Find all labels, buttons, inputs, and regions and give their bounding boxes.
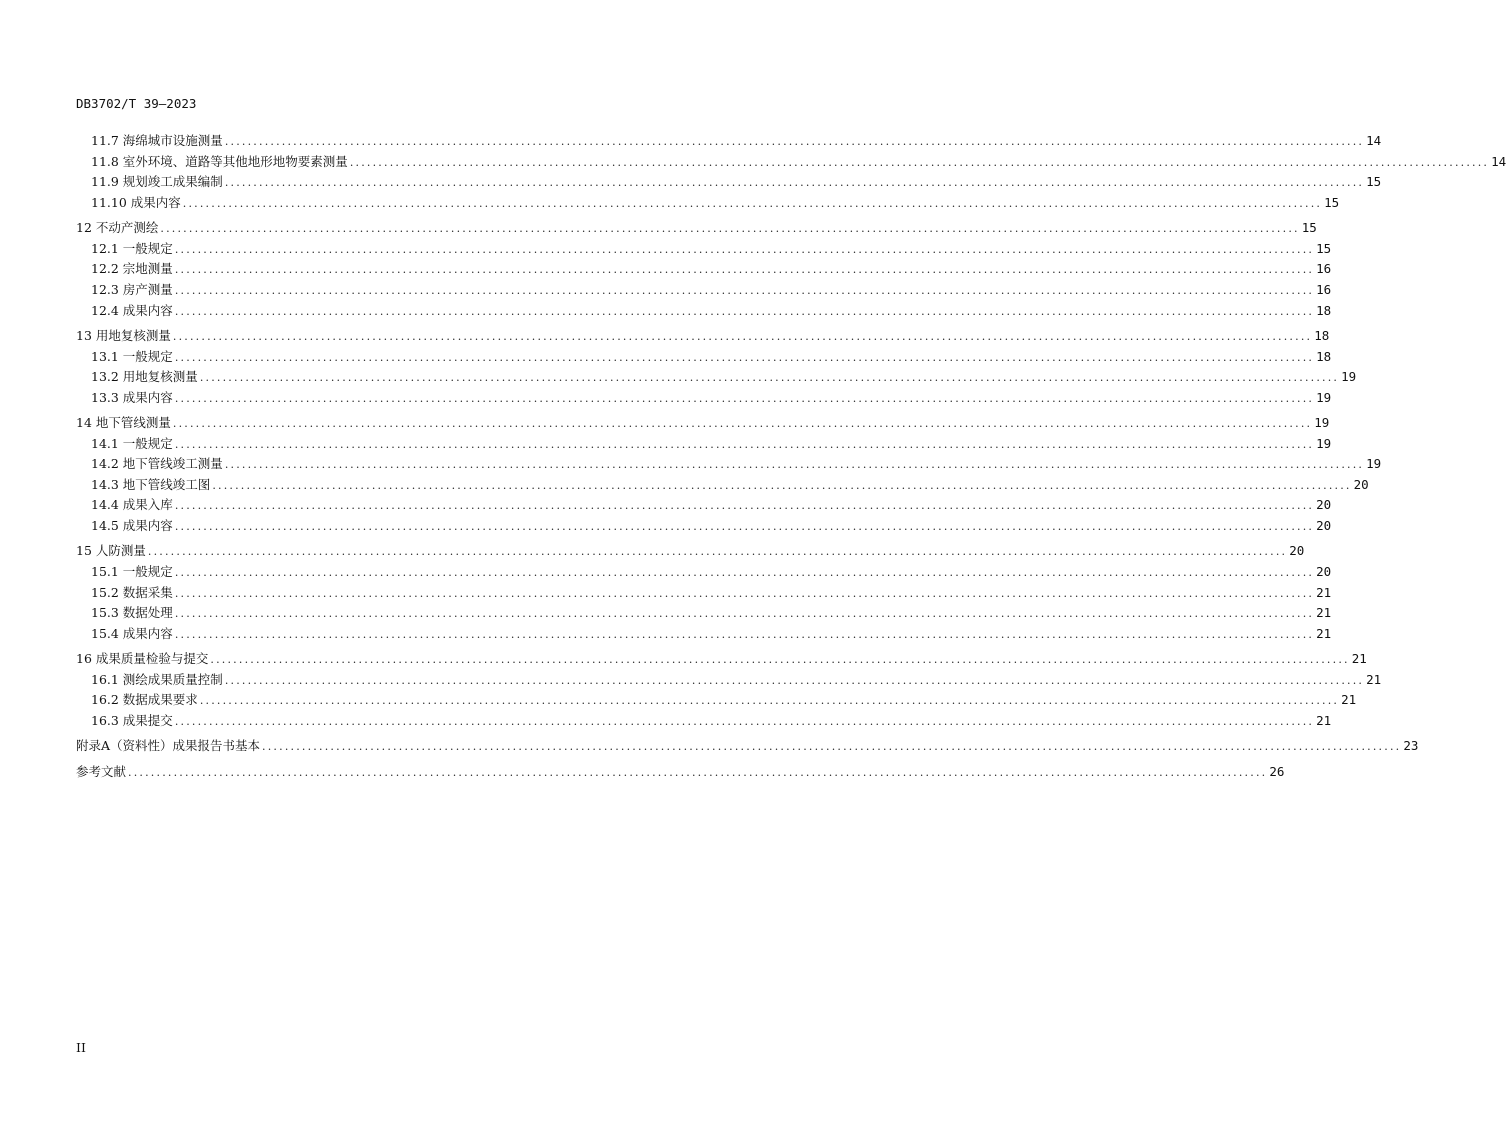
toc-entry-title: 附录A（资料性）成果报告书基本: [76, 738, 261, 754]
toc-entry[interactable]: [76, 475, 1369, 496]
toc-leader-dots: ........................................................................................................................................................................................................: [199, 694, 1340, 708]
toc-entry[interactable]: [76, 413, 1330, 434]
toc-entry[interactable]: [76, 670, 1382, 691]
toc-entry[interactable]: [76, 624, 1332, 645]
toc-entry-page: 21: [1341, 692, 1357, 708]
toc-leader-dots: ........................................................................................................................................................................................................: [174, 499, 1315, 513]
toc-entry-page: 14: [1366, 133, 1382, 148]
toc-leader-dots: ........................................................................................................................................................................................................: [174, 283, 1315, 297]
toc-leader-dots: ........................................................................................................................................................................................................: [199, 371, 1340, 385]
toc-entry-title: 14 地下管线测量: [76, 415, 171, 431]
toc-entry-title: 13 用地复核测量: [76, 327, 171, 343]
toc-entry-page: 19: [1316, 389, 1332, 405]
toc-leader-dots: ........................................................................................................................................................................................................: [182, 196, 1323, 210]
toc-leader-dots: ........................................................................................................................................................................................................: [174, 437, 1315, 451]
toc-entry-page: 19: [1366, 456, 1382, 472]
toc-entry-page: 14: [1491, 153, 1506, 169]
toc-leader-dots: ........................................................................................................................................................................................................: [262, 740, 1402, 754]
toc-entry-title: 13.1 一般规定: [91, 348, 173, 364]
toc-leader-dots: ........................................................................................................................................................................................................: [210, 653, 1350, 667]
toc-entry-title: 15.4 成果内容: [91, 625, 173, 641]
toc-leader-dots: ........................................................................................................................................................................................................: [174, 566, 1315, 580]
toc-leader-dots: ........................................................................................................................................................................................................: [224, 458, 1365, 472]
table-of-contents: [76, 131, 1506, 782]
toc-entry-page: 26: [1269, 763, 1285, 779]
toc-entry[interactable]: [76, 516, 1332, 537]
toc-entry[interactable]: [76, 388, 1332, 409]
toc-entry-title: 11.9 规划竣工成果编制: [91, 174, 223, 190]
toc-entry[interactable]: [76, 562, 1332, 583]
toc-leader-dots: ........................................................................................................................................................................................................: [224, 176, 1365, 190]
toc-leader-dots: ........................................................................................................................................................................................................: [224, 135, 1365, 148]
toc-leader-dots: ........................................................................................................................................................................................................: [174, 304, 1315, 318]
toc-leader-dots: ........................................................................................................................................................................................................: [160, 222, 1300, 236]
toc-entry[interactable]: [76, 583, 1332, 604]
toc-entry-title: 15.2 数据采集: [91, 584, 173, 600]
toc-entry-title: 12.2 宗地测量: [91, 261, 173, 277]
toc-entry-title: 15.3 数据处理: [91, 605, 173, 621]
toc-leader-dots: ........................................................................................................................................................................................................: [174, 607, 1315, 621]
toc-entry[interactable]: [76, 152, 1506, 173]
document-code: DB3702/T 39—2023: [76, 96, 197, 111]
toc-entry-title: 16 成果质量检验与提交: [76, 651, 209, 667]
toc-entry-page: 20: [1316, 497, 1332, 513]
toc-entry-title: 11.10 成果内容: [91, 194, 181, 210]
toc-entry[interactable]: [76, 259, 1332, 280]
toc-entry[interactable]: [76, 326, 1330, 347]
toc-entry-title: 13.2 用地复核测量: [91, 369, 198, 385]
toc-entry-page: 20: [1316, 518, 1332, 534]
toc-entry-title: 15 人防测量: [76, 543, 146, 559]
toc-entry-title: 14.2 地下管线竣工测量: [91, 456, 223, 472]
toc-entry-page: 21: [1366, 671, 1382, 687]
toc-entry[interactable]: [76, 131, 1382, 152]
toc-entry-page: 21: [1316, 605, 1332, 621]
toc-entry-page: 15: [1324, 194, 1340, 210]
toc-entry[interactable]: [76, 172, 1382, 193]
toc-entry-page: 16: [1316, 261, 1332, 277]
toc-entry[interactable]: [76, 347, 1332, 368]
toc-entry[interactable]: [76, 218, 1317, 239]
toc-leader-dots: ........................................................................................................................................................................................................: [172, 329, 1313, 343]
toc-entry-title: 14.5 成果内容: [91, 518, 173, 534]
toc-leader-dots: ........................................................................................................................................................................................................: [174, 627, 1315, 641]
toc-entry-title: 16.3 成果提交: [91, 713, 173, 729]
toc-leader-dots: ........................................................................................................................................................................................................: [224, 673, 1365, 687]
toc-leader-dots: ........................................................................................................................................................................................................: [172, 417, 1313, 431]
toc-entry-title: 14.3 地下管线竣工图: [91, 476, 211, 492]
toc-entry-page: 15: [1301, 220, 1317, 236]
toc-entry-page: 20: [1353, 476, 1369, 492]
toc-entry-title: 14.4 成果入库: [91, 497, 173, 513]
toc-entry-page: 16: [1316, 281, 1332, 297]
toc-entry-page: 19: [1341, 369, 1357, 385]
toc-entry-page: 21: [1316, 584, 1332, 600]
toc-entry-title: 16.1 测绘成果质量控制: [91, 671, 223, 687]
toc-entry[interactable]: [76, 736, 1419, 757]
toc-entry-title: 13.3 成果内容: [91, 389, 173, 405]
toc-leader-dots: ........................................................................................................................................................................................................: [174, 350, 1315, 364]
toc-entry-page: 21: [1316, 713, 1332, 729]
toc-entry-page: 23: [1403, 738, 1419, 754]
toc-entry-title: 16.2 数据成果要求: [91, 692, 198, 708]
toc-entry[interactable]: [76, 603, 1332, 624]
toc-entry-title: 12.3 房产测量: [91, 281, 173, 297]
toc-leader-dots: ........................................................................................................................................................................................................: [174, 520, 1315, 534]
toc-entry-title: 14.1 一般规定: [91, 435, 173, 451]
toc-entry[interactable]: [76, 239, 1332, 260]
toc-entry[interactable]: [76, 649, 1367, 670]
toc-entry[interactable]: [76, 711, 1332, 732]
toc-entry[interactable]: [76, 541, 1305, 562]
toc-entry[interactable]: [76, 454, 1382, 475]
page-number: II: [76, 1040, 86, 1055]
toc-entry-page: 15: [1316, 240, 1332, 256]
toc-entry[interactable]: [76, 434, 1332, 455]
toc-entry-title: 11.8 室外环境、道路等其他地形地物要素测量: [91, 153, 348, 169]
toc-entry-page: 18: [1314, 327, 1330, 343]
toc-leader-dots: ........................................................................................................................................................................................................: [128, 765, 1268, 779]
toc-entry-page: 20: [1289, 543, 1305, 559]
toc-leader-dots: ........................................................................................................................................................................................................: [147, 545, 1288, 559]
toc-entry[interactable]: [76, 495, 1332, 516]
toc-entry[interactable]: [76, 301, 1332, 322]
toc-leader-dots: ........................................................................................................................................................................................................: [212, 478, 1352, 492]
toc-entry[interactable]: [76, 690, 1357, 711]
toc-entry[interactable]: [76, 762, 1285, 783]
toc-entry-title: 参考文献: [76, 763, 127, 779]
toc-entry[interactable]: [76, 367, 1357, 388]
toc-entry-title: 11.7 海绵城市设施测量: [91, 133, 223, 148]
toc-leader-dots: ........................................................................................................................................................................................................: [174, 263, 1315, 277]
toc-entry-page: 19: [1316, 435, 1332, 451]
toc-entry-page: 15: [1366, 174, 1382, 190]
toc-entry-title: 12 不动产测绘: [76, 220, 159, 236]
toc-entry-page: 21: [1351, 651, 1367, 667]
toc-entry-title: 12.4 成果内容: [91, 302, 173, 318]
toc-leader-dots: ........................................................................................................................................................................................................: [174, 242, 1315, 256]
toc-entry-page: 20: [1316, 564, 1332, 580]
toc-entry[interactable]: [76, 280, 1332, 301]
toc-entry-page: 21: [1316, 625, 1332, 641]
toc-entry-page: 18: [1316, 348, 1332, 364]
toc-leader-dots: ........................................................................................................................................................................................................: [174, 715, 1315, 729]
toc-leader-dots: ........................................................................................................................................................................................................: [174, 586, 1315, 600]
toc-leader-dots: ........................................................................................................................................................................................................: [174, 391, 1315, 405]
toc-entry-page: 18: [1316, 302, 1332, 318]
toc-entry-title: 15.1 一般规定: [91, 564, 173, 580]
toc-entry-title: 12.1 一般规定: [91, 240, 173, 256]
toc-entry-page: 19: [1314, 415, 1330, 431]
toc-entry[interactable]: [76, 193, 1340, 214]
toc-leader-dots: ........................................................................................................................................................................................................: [349, 155, 1490, 169]
